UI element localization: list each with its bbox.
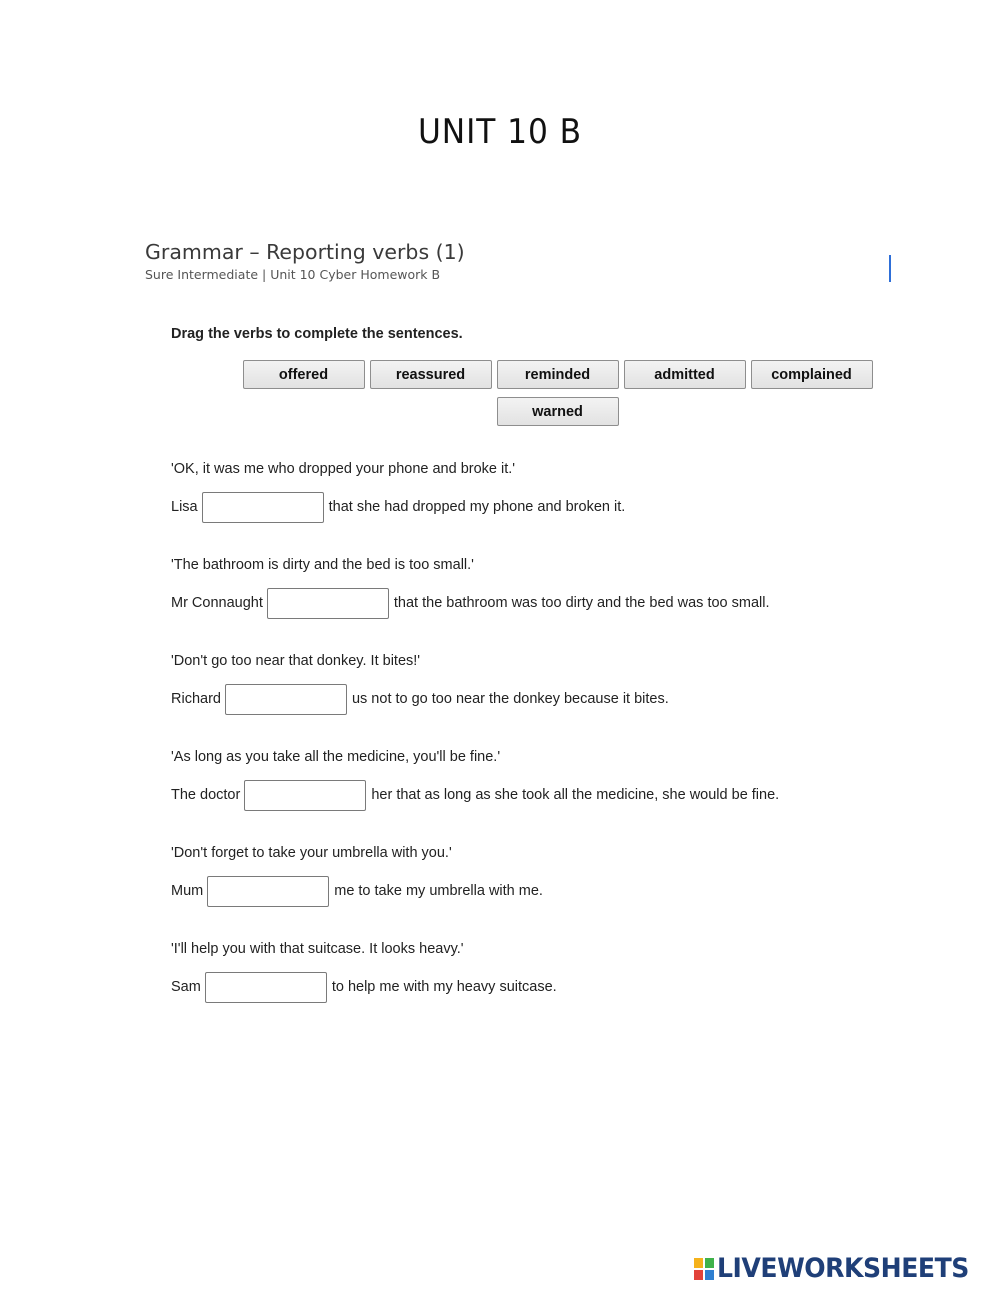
answer-drop-box[interactable] — [202, 492, 324, 523]
item-sentence-rest: me to take my umbrella with me. — [334, 883, 543, 899]
exercise-item-4 — [171, 747, 779, 812]
item-sentence-rest: her that as long as she took all the medicine, she would be fine. — [371, 787, 780, 803]
liveworksheets-logo — [693, 1253, 988, 1284]
word-bank — [235, 360, 880, 426]
word-tile-complained[interactable]: complained — [751, 360, 873, 389]
item-subject: The doctor — [171, 787, 241, 803]
answer-line — [171, 682, 669, 716]
logo-square-blue — [705, 1270, 714, 1280]
item-subject: Mum — [171, 883, 204, 899]
item-quote: 'OK, it was me who dropped your phone and broke it.' — [171, 461, 516, 477]
item-subject: Richard — [171, 691, 221, 707]
logo-mark-icon — [693, 1257, 715, 1281]
logo-square-yellow — [694, 1258, 703, 1268]
item-sentence-rest: that the bathroom was too dirty and the bed was too small. — [393, 595, 770, 611]
word-tile-offered[interactable]: offered — [243, 360, 365, 389]
item-quote: 'As long as you take all the medicine, you'll be fine.' — [171, 749, 501, 765]
answer-drop-box[interactable] — [205, 972, 327, 1003]
word-tile-reassured[interactable]: reassured — [370, 360, 492, 389]
exercise-item-3 — [171, 651, 669, 716]
item-sentence-rest: that she had dropped my phone and broken it. — [328, 499, 626, 515]
answer-line — [171, 778, 779, 812]
text-cursor — [889, 255, 891, 282]
logo-text: LIVEWORKSHEETS — [717, 1253, 969, 1284]
item-sentence-rest: to help me with my heavy suitcase. — [331, 979, 557, 995]
logo-square-red — [694, 1270, 703, 1280]
answer-drop-box[interactable] — [267, 588, 389, 619]
exercise-title: Grammar – Reporting verbs (1) — [145, 240, 465, 264]
page-title: UNIT 10 B — [417, 112, 583, 152]
answer-line — [171, 586, 770, 620]
logo-square-green — [705, 1258, 714, 1268]
answer-drop-box[interactable] — [207, 876, 329, 907]
exercise-item-1 — [171, 459, 625, 524]
item-subject: Sam — [171, 979, 201, 995]
exercise-subtitle: Sure Intermediate | Unit 10 Cyber Homework B — [145, 267, 441, 282]
word-tile-reminded[interactable]: reminded — [497, 360, 619, 389]
item-quote: 'Don't go too near that donkey. It bites!' — [171, 653, 421, 669]
item-quote: 'I'll help you with that suitcase. It looks heavy.' — [171, 941, 464, 957]
item-quote: 'Don't forget to take your umbrella with you.' — [171, 845, 452, 861]
item-quote: 'The bathroom is dirty and the bed is too small.' — [171, 557, 474, 573]
exercise-item-2 — [171, 555, 770, 620]
item-subject: Lisa — [171, 499, 198, 515]
exercise-item-5 — [171, 843, 543, 908]
answer-drop-box[interactable] — [225, 684, 347, 715]
exercise-item-6 — [171, 939, 557, 1004]
word-tile-warned[interactable]: warned — [497, 397, 619, 426]
exercise-header — [145, 240, 465, 282]
item-sentence-rest: us not to go too near the donkey because it bites. — [351, 691, 669, 707]
word-tile-admitted[interactable]: admitted — [624, 360, 746, 389]
item-subject: Mr Connaught — [171, 595, 263, 611]
answer-drop-box[interactable] — [244, 780, 366, 811]
answer-line — [171, 970, 557, 1004]
instruction: Drag the verbs to complete the sentences. — [171, 326, 463, 342]
answer-line — [171, 490, 625, 524]
answer-line — [171, 874, 543, 908]
